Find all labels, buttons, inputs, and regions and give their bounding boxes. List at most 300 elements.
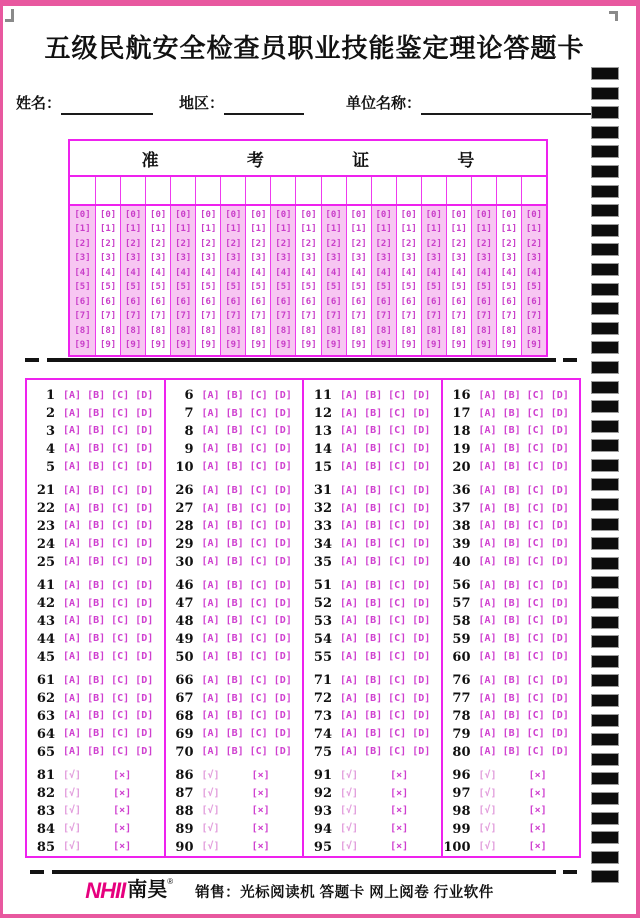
answer-bubble-A[interactable]: [A] <box>63 461 82 473</box>
answer-bubble-A[interactable]: [A] <box>340 538 359 550</box>
answer-bubble-C[interactable]: [C] <box>249 615 268 627</box>
unit-write-line[interactable] <box>421 93 603 115</box>
answer-bubble-check[interactable]: [√] <box>340 805 359 817</box>
ticket-bubble-5[interactable]: [5] <box>500 282 518 293</box>
ticket-bubble-3[interactable]: [3] <box>450 253 467 264</box>
answer-bubble-B[interactable]: [B] <box>502 710 521 722</box>
answer-bubble-D[interactable]: [D] <box>135 651 154 663</box>
ticket-bubble-7[interactable]: [7] <box>200 311 217 322</box>
answer-bubble-A[interactable]: [A] <box>63 674 82 686</box>
answer-bubble-C[interactable]: [C] <box>526 425 545 437</box>
answer-bubble-B[interactable]: [B] <box>502 484 521 496</box>
answer-bubble-A[interactable]: [A] <box>201 520 220 532</box>
ticket-bubble-1[interactable]: [1] <box>500 224 518 235</box>
answer-bubble-A[interactable]: [A] <box>63 502 82 514</box>
ticket-bubble-3[interactable]: [3] <box>175 253 192 264</box>
answer-bubble-D[interactable]: [D] <box>550 674 569 686</box>
ticket-bubble-3[interactable]: [3] <box>525 253 543 264</box>
ticket-bubble-6[interactable]: [6] <box>74 296 91 307</box>
ticket-bubble-5[interactable]: [5] <box>300 282 317 293</box>
answer-bubble-B[interactable]: [B] <box>225 484 244 496</box>
ticket-bubble-2[interactable]: [2] <box>425 238 442 249</box>
answer-bubble-B[interactable]: [B] <box>225 425 244 437</box>
ticket-bubble-6[interactable]: [6] <box>425 296 442 307</box>
answer-bubble-C[interactable]: [C] <box>111 579 130 591</box>
answer-bubble-D[interactable]: [D] <box>273 728 292 740</box>
answer-bubble-C[interactable]: [C] <box>111 502 130 514</box>
answer-bubble-B[interactable]: [B] <box>225 692 244 704</box>
ticket-bubble-1[interactable]: [1] <box>450 224 467 235</box>
answer-bubble-D[interactable]: [D] <box>412 425 431 437</box>
answer-bubble-B[interactable]: [B] <box>502 615 521 627</box>
answer-bubble-B[interactable]: [B] <box>87 674 106 686</box>
answer-bubble-A[interactable]: [A] <box>340 461 359 473</box>
ticket-bubble-4[interactable]: [4] <box>74 267 91 278</box>
answer-bubble-C[interactable]: [C] <box>388 425 407 437</box>
answer-bubble-cross[interactable]: [×] <box>113 841 132 853</box>
answer-bubble-B[interactable]: [B] <box>364 651 383 663</box>
name-write-line[interactable] <box>61 93 153 115</box>
answer-bubble-B[interactable]: [B] <box>502 502 521 514</box>
ticket-bubble-0[interactable]: [0] <box>400 209 417 220</box>
ticket-bubble-9[interactable]: [9] <box>124 340 142 351</box>
answer-bubble-C[interactable]: [C] <box>111 692 130 704</box>
answer-bubble-C[interactable]: [C] <box>526 615 545 627</box>
answer-bubble-check[interactable]: [√] <box>478 787 497 799</box>
answer-bubble-A[interactable]: [A] <box>63 746 82 758</box>
ticket-bubble-7[interactable]: [7] <box>150 311 167 322</box>
ticket-bubble-8[interactable]: [8] <box>375 325 392 336</box>
answer-bubble-A[interactable]: [A] <box>201 556 220 568</box>
ticket-bubble-7[interactable]: [7] <box>275 311 292 322</box>
answer-bubble-A[interactable]: [A] <box>340 484 359 496</box>
answer-bubble-C[interactable]: [C] <box>526 633 545 645</box>
answer-bubble-cross[interactable]: [×] <box>528 841 547 853</box>
answer-bubble-A[interactable]: [A] <box>340 651 359 663</box>
ticket-bubble-1[interactable]: [1] <box>375 224 392 235</box>
answer-bubble-check[interactable]: [√] <box>63 787 82 799</box>
answer-bubble-cross[interactable]: [×] <box>528 805 547 817</box>
answer-bubble-B[interactable]: [B] <box>502 579 521 591</box>
answer-bubble-cross[interactable]: [×] <box>528 787 547 799</box>
answer-bubble-cross[interactable]: [×] <box>113 805 132 817</box>
ticket-bubble-6[interactable]: [6] <box>99 296 117 307</box>
answer-bubble-D[interactable]: [D] <box>135 520 154 532</box>
ticket-write-cell[interactable] <box>346 177 371 204</box>
answer-bubble-C[interactable]: [C] <box>526 651 545 663</box>
answer-bubble-C[interactable]: [C] <box>388 615 407 627</box>
ticket-bubble-6[interactable]: [6] <box>175 296 192 307</box>
answer-bubble-D[interactable]: [D] <box>273 461 292 473</box>
ticket-bubble-3[interactable]: [3] <box>325 253 342 264</box>
answer-bubble-C[interactable]: [C] <box>249 633 268 645</box>
answer-bubble-D[interactable]: [D] <box>273 651 292 663</box>
answer-bubble-A[interactable]: [A] <box>63 633 82 645</box>
answer-bubble-A[interactable]: [A] <box>201 461 220 473</box>
answer-bubble-C[interactable]: [C] <box>526 538 545 550</box>
answer-bubble-B[interactable]: [B] <box>87 728 106 740</box>
answer-bubble-D[interactable]: [D] <box>273 425 292 437</box>
answer-bubble-D[interactable]: [D] <box>135 502 154 514</box>
answer-bubble-A[interactable]: [A] <box>63 651 82 663</box>
ticket-bubble-4[interactable]: [4] <box>175 267 192 278</box>
answer-bubble-A[interactable]: [A] <box>201 425 220 437</box>
answer-bubble-check[interactable]: [√] <box>478 805 497 817</box>
answer-bubble-C[interactable]: [C] <box>111 389 130 401</box>
answer-bubble-cross[interactable]: [×] <box>390 841 409 853</box>
answer-bubble-B[interactable]: [B] <box>502 520 521 532</box>
answer-bubble-C[interactable]: [C] <box>111 443 130 455</box>
ticket-bubble-1[interactable]: [1] <box>475 224 492 235</box>
answer-bubble-C[interactable]: [C] <box>526 710 545 722</box>
answer-bubble-cross[interactable]: [×] <box>390 805 409 817</box>
answer-bubble-A[interactable]: [A] <box>478 579 497 591</box>
answer-bubble-C[interactable]: [C] <box>526 728 545 740</box>
ticket-bubble-9[interactable]: [9] <box>500 340 518 351</box>
answer-bubble-D[interactable]: [D] <box>550 556 569 568</box>
answer-bubble-C[interactable]: [C] <box>111 651 130 663</box>
ticket-bubble-2[interactable]: [2] <box>350 238 367 249</box>
ticket-bubble-8[interactable]: [8] <box>475 325 492 336</box>
answer-bubble-A[interactable]: [A] <box>478 407 497 419</box>
ticket-bubble-0[interactable]: [0] <box>300 209 317 220</box>
ticket-bubble-4[interactable]: [4] <box>225 267 242 278</box>
answer-bubble-cross[interactable]: [×] <box>390 823 409 835</box>
ticket-bubble-7[interactable]: [7] <box>74 311 91 322</box>
ticket-bubble-5[interactable]: [5] <box>425 282 442 293</box>
answer-bubble-check[interactable]: [√] <box>340 841 359 853</box>
answer-bubble-A[interactable]: [A] <box>63 615 82 627</box>
ticket-bubble-9[interactable]: [9] <box>275 340 292 351</box>
ticket-bubble-1[interactable]: [1] <box>74 224 91 235</box>
ticket-bubble-9[interactable]: [9] <box>375 340 392 351</box>
answer-bubble-C[interactable]: [C] <box>526 407 545 419</box>
ticket-bubble-1[interactable]: [1] <box>350 224 367 235</box>
answer-bubble-B[interactable]: [B] <box>225 461 244 473</box>
ticket-write-cell[interactable] <box>295 177 320 204</box>
answer-bubble-C[interactable]: [C] <box>249 520 268 532</box>
answer-bubble-B[interactable]: [B] <box>87 633 106 645</box>
answer-bubble-C[interactable]: [C] <box>388 692 407 704</box>
answer-bubble-D[interactable]: [D] <box>550 425 569 437</box>
ticket-bubble-4[interactable]: [4] <box>375 267 392 278</box>
ticket-bubble-2[interactable]: [2] <box>175 238 192 249</box>
ticket-bubble-8[interactable]: [8] <box>400 325 417 336</box>
ticket-bubble-9[interactable]: [9] <box>99 340 117 351</box>
answer-bubble-A[interactable]: [A] <box>340 407 359 419</box>
answer-bubble-C[interactable]: [C] <box>249 692 268 704</box>
ticket-bubble-7[interactable]: [7] <box>525 311 543 322</box>
answer-bubble-D[interactable]: [D] <box>273 520 292 532</box>
ticket-bubble-9[interactable]: [9] <box>300 340 317 351</box>
answer-bubble-B[interactable]: [B] <box>87 425 106 437</box>
answer-bubble-A[interactable]: [A] <box>478 692 497 704</box>
ticket-bubble-9[interactable]: [9] <box>150 340 167 351</box>
answer-bubble-C[interactable]: [C] <box>388 502 407 514</box>
ticket-bubble-9[interactable]: [9] <box>400 340 417 351</box>
answer-bubble-D[interactable]: [D] <box>550 633 569 645</box>
ticket-bubble-5[interactable]: [5] <box>400 282 417 293</box>
ticket-bubble-0[interactable]: [0] <box>74 209 91 220</box>
answer-bubble-C[interactable]: [C] <box>249 502 268 514</box>
answer-bubble-C[interactable]: [C] <box>249 674 268 686</box>
answer-bubble-B[interactable]: [B] <box>502 556 521 568</box>
answer-bubble-check[interactable]: [√] <box>201 769 220 781</box>
ticket-bubble-1[interactable]: [1] <box>300 224 317 235</box>
ticket-bubble-0[interactable]: [0] <box>325 209 342 220</box>
answer-bubble-C[interactable]: [C] <box>249 746 268 758</box>
answer-bubble-A[interactable]: [A] <box>201 674 220 686</box>
ticket-bubble-0[interactable]: [0] <box>250 209 267 220</box>
answer-bubble-B[interactable]: [B] <box>364 389 383 401</box>
answer-bubble-D[interactable]: [D] <box>412 710 431 722</box>
ticket-bubble-9[interactable]: [9] <box>200 340 217 351</box>
ticket-bubble-3[interactable]: [3] <box>475 253 492 264</box>
answer-bubble-D[interactable]: [D] <box>550 407 569 419</box>
ticket-bubble-5[interactable]: [5] <box>250 282 267 293</box>
answer-bubble-A[interactable]: [A] <box>201 579 220 591</box>
answer-bubble-B[interactable]: [B] <box>225 710 244 722</box>
ticket-bubble-5[interactable]: [5] <box>375 282 392 293</box>
ticket-write-cell[interactable] <box>496 177 521 204</box>
answer-bubble-cross[interactable]: [×] <box>390 769 409 781</box>
answer-bubble-C[interactable]: [C] <box>388 389 407 401</box>
ticket-bubble-4[interactable]: [4] <box>400 267 417 278</box>
answer-bubble-D[interactable]: [D] <box>412 484 431 496</box>
answer-bubble-D[interactable]: [D] <box>273 746 292 758</box>
answer-bubble-A[interactable]: [A] <box>340 746 359 758</box>
ticket-bubble-1[interactable]: [1] <box>175 224 192 235</box>
answer-bubble-D[interactable]: [D] <box>135 674 154 686</box>
answer-bubble-B[interactable]: [B] <box>87 520 106 532</box>
ticket-bubble-4[interactable]: [4] <box>275 267 292 278</box>
answer-bubble-B[interactable]: [B] <box>364 746 383 758</box>
answer-bubble-B[interactable]: [B] <box>364 692 383 704</box>
ticket-bubble-8[interactable]: [8] <box>350 325 367 336</box>
ticket-bubble-2[interactable]: [2] <box>325 238 342 249</box>
answer-bubble-B[interactable]: [B] <box>87 443 106 455</box>
answer-bubble-D[interactable]: [D] <box>273 389 292 401</box>
ticket-bubble-7[interactable]: [7] <box>350 311 367 322</box>
answer-bubble-D[interactable]: [D] <box>135 484 154 496</box>
answer-bubble-D[interactable]: [D] <box>412 538 431 550</box>
answer-bubble-C[interactable]: [C] <box>388 538 407 550</box>
ticket-bubble-2[interactable]: [2] <box>475 238 492 249</box>
answer-bubble-B[interactable]: [B] <box>364 461 383 473</box>
answer-bubble-B[interactable]: [B] <box>87 597 106 609</box>
region-write-line[interactable] <box>224 93 304 115</box>
answer-bubble-C[interactable]: [C] <box>388 443 407 455</box>
answer-bubble-A[interactable]: [A] <box>340 692 359 704</box>
answer-bubble-B[interactable]: [B] <box>364 728 383 740</box>
answer-bubble-C[interactable]: [C] <box>249 651 268 663</box>
answer-bubble-A[interactable]: [A] <box>478 502 497 514</box>
ticket-bubble-2[interactable]: [2] <box>250 238 267 249</box>
answer-bubble-B[interactable]: [B] <box>87 692 106 704</box>
ticket-bubble-3[interactable]: [3] <box>225 253 242 264</box>
answer-bubble-D[interactable]: [D] <box>273 579 292 591</box>
answer-bubble-check[interactable]: [√] <box>478 823 497 835</box>
ticket-bubble-6[interactable]: [6] <box>450 296 467 307</box>
ticket-bubble-9[interactable]: [9] <box>250 340 267 351</box>
answer-bubble-D[interactable]: [D] <box>550 443 569 455</box>
answer-bubble-A[interactable]: [A] <box>478 746 497 758</box>
answer-bubble-C[interactable]: [C] <box>249 710 268 722</box>
answer-bubble-C[interactable]: [C] <box>388 579 407 591</box>
answer-bubble-cross[interactable]: [×] <box>528 769 547 781</box>
ticket-bubble-9[interactable]: [9] <box>325 340 342 351</box>
answer-bubble-C[interactable]: [C] <box>111 710 130 722</box>
ticket-bubble-2[interactable]: [2] <box>200 238 217 249</box>
answer-bubble-D[interactable]: [D] <box>273 443 292 455</box>
ticket-bubble-7[interactable]: [7] <box>325 311 342 322</box>
answer-bubble-D[interactable]: [D] <box>412 407 431 419</box>
answer-bubble-D[interactable]: [D] <box>135 597 154 609</box>
answer-bubble-B[interactable]: [B] <box>364 579 383 591</box>
answer-bubble-D[interactable]: [D] <box>135 389 154 401</box>
ticket-bubble-7[interactable]: [7] <box>450 311 467 322</box>
answer-bubble-D[interactable]: [D] <box>273 597 292 609</box>
answer-bubble-B[interactable]: [B] <box>364 502 383 514</box>
ticket-bubble-6[interactable]: [6] <box>124 296 142 307</box>
answer-bubble-A[interactable]: [A] <box>63 692 82 704</box>
ticket-bubble-2[interactable]: [2] <box>74 238 91 249</box>
answer-bubble-D[interactable]: [D] <box>412 674 431 686</box>
answer-bubble-D[interactable]: [D] <box>550 615 569 627</box>
answer-bubble-B[interactable]: [B] <box>87 746 106 758</box>
answer-bubble-C[interactable]: [C] <box>249 538 268 550</box>
answer-bubble-B[interactable]: [B] <box>225 597 244 609</box>
answer-bubble-cross[interactable]: [×] <box>390 787 409 799</box>
answer-bubble-A[interactable]: [A] <box>63 556 82 568</box>
ticket-bubble-3[interactable]: [3] <box>300 253 317 264</box>
answer-bubble-C[interactable]: [C] <box>388 597 407 609</box>
answer-bubble-C[interactable]: [C] <box>526 389 545 401</box>
answer-bubble-C[interactable]: [C] <box>111 597 130 609</box>
ticket-bubble-7[interactable]: [7] <box>124 311 142 322</box>
answer-bubble-C[interactable]: [C] <box>388 407 407 419</box>
answer-bubble-C[interactable]: [C] <box>388 728 407 740</box>
ticket-bubble-4[interactable]: [4] <box>425 267 442 278</box>
ticket-bubble-0[interactable]: [0] <box>175 209 192 220</box>
ticket-bubble-8[interactable]: [8] <box>325 325 342 336</box>
answer-bubble-C[interactable]: [C] <box>111 746 130 758</box>
answer-bubble-D[interactable]: [D] <box>273 556 292 568</box>
answer-bubble-D[interactable]: [D] <box>550 728 569 740</box>
answer-bubble-A[interactable]: [A] <box>340 502 359 514</box>
ticket-bubble-6[interactable]: [6] <box>400 296 417 307</box>
answer-bubble-B[interactable]: [B] <box>364 597 383 609</box>
answer-bubble-D[interactable]: [D] <box>550 502 569 514</box>
answer-bubble-D[interactable]: [D] <box>273 615 292 627</box>
answer-bubble-C[interactable]: [C] <box>388 633 407 645</box>
answer-bubble-A[interactable]: [A] <box>478 710 497 722</box>
answer-bubble-check[interactable]: [√] <box>63 841 82 853</box>
answer-bubble-C[interactable]: [C] <box>249 579 268 591</box>
ticket-bubble-8[interactable]: [8] <box>300 325 317 336</box>
answer-bubble-B[interactable]: [B] <box>225 728 244 740</box>
answer-bubble-cross[interactable]: [×] <box>251 769 270 781</box>
ticket-bubble-2[interactable]: [2] <box>500 238 518 249</box>
answer-bubble-A[interactable]: [A] <box>478 538 497 550</box>
answer-bubble-A[interactable]: [A] <box>63 443 82 455</box>
answer-bubble-D[interactable]: [D] <box>412 746 431 758</box>
answer-bubble-A[interactable]: [A] <box>201 484 220 496</box>
ticket-bubble-0[interactable]: [0] <box>124 209 142 220</box>
answer-bubble-A[interactable]: [A] <box>201 538 220 550</box>
ticket-write-cell[interactable] <box>270 177 295 204</box>
ticket-bubble-8[interactable]: [8] <box>150 325 167 336</box>
ticket-bubble-9[interactable]: [9] <box>175 340 192 351</box>
ticket-bubble-0[interactable]: [0] <box>500 209 518 220</box>
answer-bubble-A[interactable]: [A] <box>340 728 359 740</box>
ticket-bubble-7[interactable]: [7] <box>175 311 192 322</box>
ticket-bubble-8[interactable]: [8] <box>200 325 217 336</box>
ticket-bubble-0[interactable]: [0] <box>99 209 117 220</box>
answer-bubble-B[interactable]: [B] <box>225 674 244 686</box>
ticket-write-cell[interactable] <box>421 177 446 204</box>
ticket-bubble-3[interactable]: [3] <box>275 253 292 264</box>
answer-bubble-D[interactable]: [D] <box>412 597 431 609</box>
answer-bubble-C[interactable]: [C] <box>111 538 130 550</box>
ticket-bubble-5[interactable]: [5] <box>325 282 342 293</box>
answer-bubble-A[interactable]: [A] <box>340 443 359 455</box>
ticket-bubble-9[interactable]: [9] <box>450 340 467 351</box>
ticket-bubble-0[interactable]: [0] <box>525 209 543 220</box>
ticket-bubble-0[interactable]: [0] <box>375 209 392 220</box>
answer-bubble-B[interactable]: [B] <box>225 556 244 568</box>
answer-bubble-D[interactable]: [D] <box>135 746 154 758</box>
ticket-write-cell[interactable] <box>120 177 145 204</box>
answer-bubble-C[interactable]: [C] <box>388 556 407 568</box>
ticket-bubble-8[interactable]: [8] <box>250 325 267 336</box>
answer-bubble-cross[interactable]: [×] <box>251 823 270 835</box>
ticket-write-cell[interactable] <box>371 177 396 204</box>
ticket-bubble-3[interactable]: [3] <box>150 253 167 264</box>
ticket-bubble-2[interactable]: [2] <box>525 238 543 249</box>
answer-bubble-B[interactable]: [B] <box>87 502 106 514</box>
answer-bubble-A[interactable]: [A] <box>340 389 359 401</box>
ticket-write-cell[interactable] <box>95 177 120 204</box>
answer-bubble-A[interactable]: [A] <box>201 728 220 740</box>
answer-bubble-D[interactable]: [D] <box>273 692 292 704</box>
answer-bubble-C[interactable]: [C] <box>249 461 268 473</box>
answer-bubble-C[interactable]: [C] <box>388 710 407 722</box>
ticket-bubble-5[interactable]: [5] <box>124 282 142 293</box>
answer-bubble-C[interactable]: [C] <box>249 443 268 455</box>
answer-bubble-D[interactable]: [D] <box>273 502 292 514</box>
answer-bubble-C[interactable]: [C] <box>249 425 268 437</box>
answer-bubble-A[interactable]: [A] <box>201 502 220 514</box>
answer-bubble-B[interactable]: [B] <box>364 407 383 419</box>
answer-bubble-B[interactable]: [B] <box>364 484 383 496</box>
answer-bubble-A[interactable]: [A] <box>478 425 497 437</box>
answer-bubble-D[interactable]: [D] <box>412 556 431 568</box>
answer-bubble-A[interactable]: [A] <box>201 407 220 419</box>
answer-bubble-C[interactable]: [C] <box>526 597 545 609</box>
ticket-bubble-7[interactable]: [7] <box>425 311 442 322</box>
answer-bubble-D[interactable]: [D] <box>412 615 431 627</box>
answer-bubble-C[interactable]: [C] <box>111 520 130 532</box>
ticket-bubble-5[interactable]: [5] <box>525 282 543 293</box>
answer-bubble-D[interactable]: [D] <box>412 692 431 704</box>
answer-bubble-A[interactable]: [A] <box>478 556 497 568</box>
answer-bubble-D[interactable]: [D] <box>135 615 154 627</box>
answer-bubble-C[interactable]: [C] <box>526 692 545 704</box>
ticket-bubble-1[interactable]: [1] <box>124 224 142 235</box>
answer-bubble-C[interactable]: [C] <box>249 556 268 568</box>
ticket-bubble-7[interactable]: [7] <box>500 311 518 322</box>
